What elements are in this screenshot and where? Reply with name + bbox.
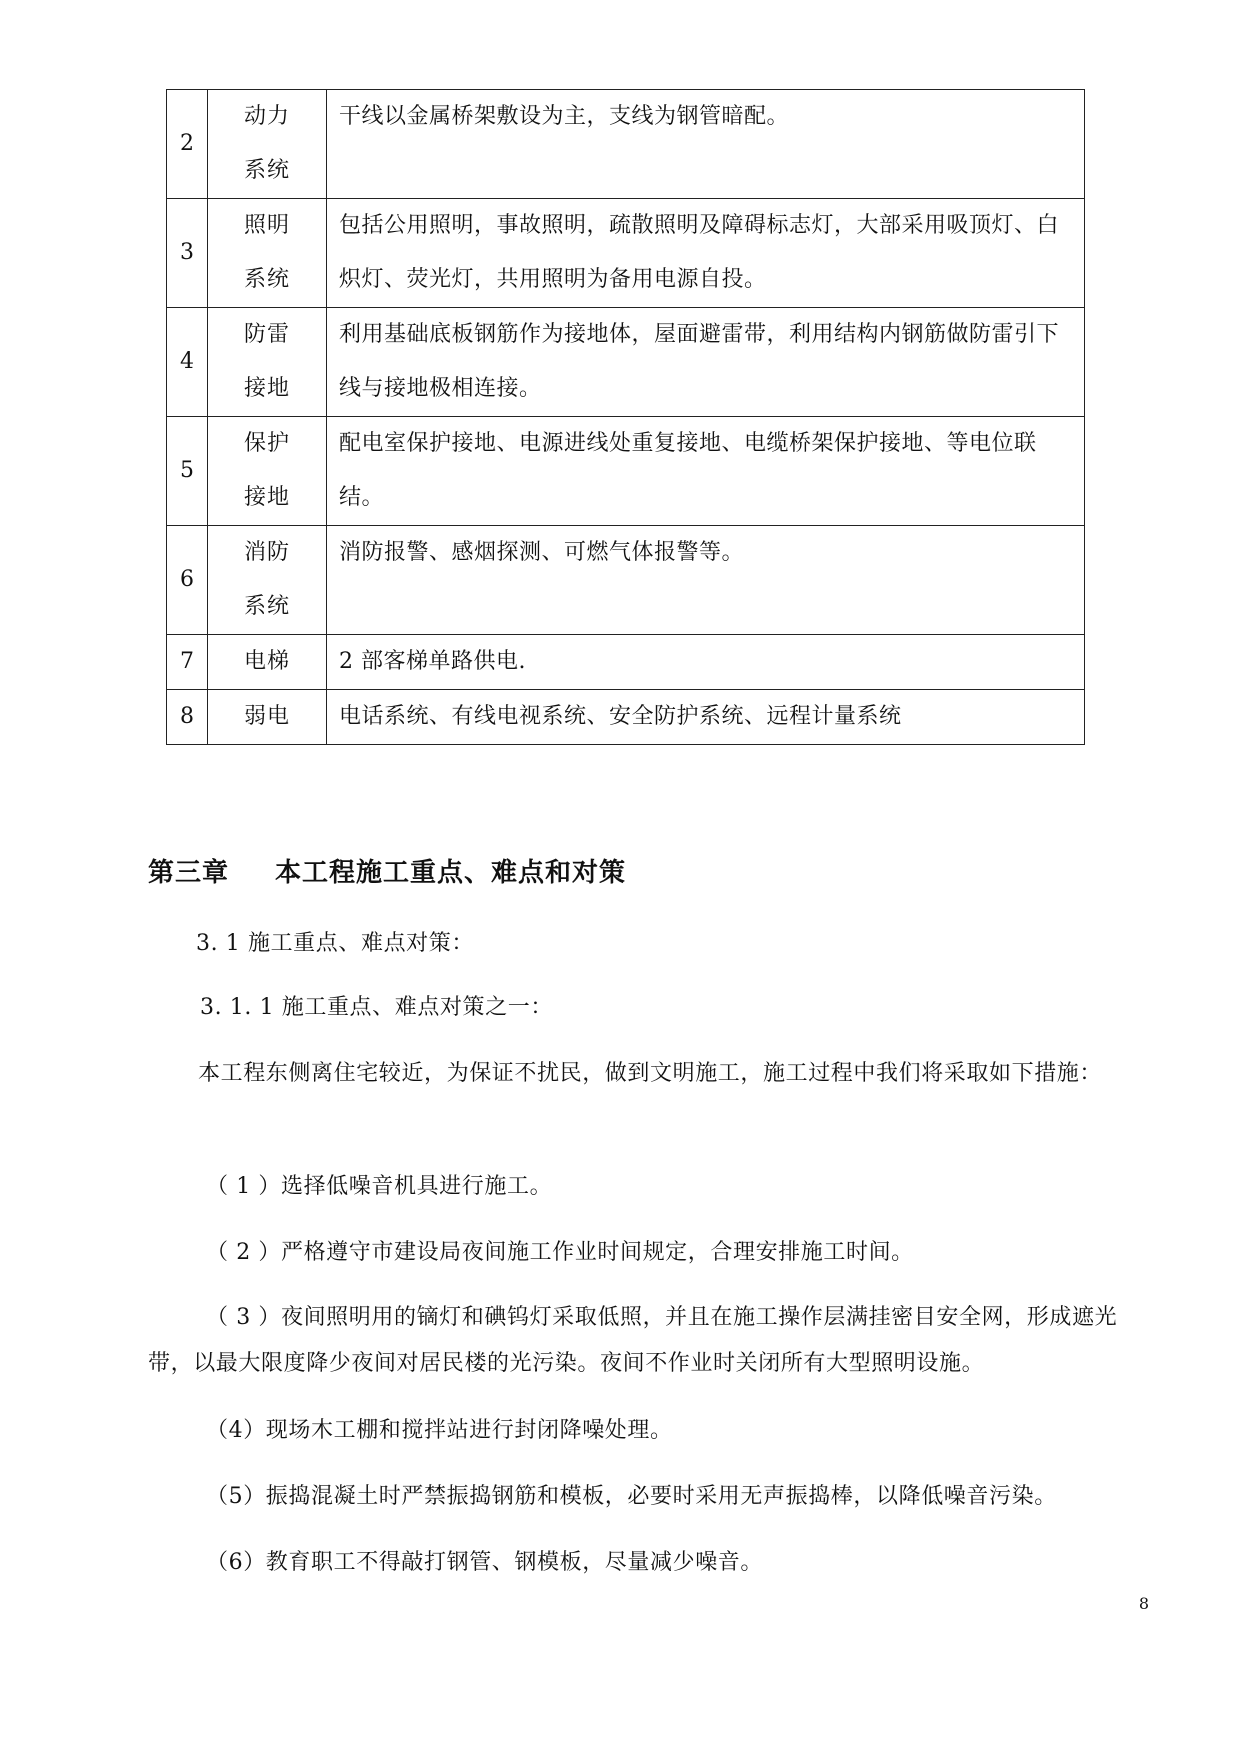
system-description: 2 部客梯单路供电. <box>327 635 1085 690</box>
system-name: 弱电 <box>208 690 327 745</box>
table-row <box>167 690 1085 745</box>
system-description: 消防报警、感烟探测、可燃气体报警等。 <box>327 526 1085 635</box>
system-name-cell <box>208 417 327 526</box>
table-row <box>167 199 1085 308</box>
table-row <box>167 308 1085 417</box>
page-number: 8 <box>1138 1594 1149 1613</box>
electrical-systems-table <box>166 89 1085 745</box>
system-name-cell <box>208 199 327 308</box>
chapter-number: 第三章 <box>148 858 230 888</box>
measure-item: （5）振捣混凝土时严禁振捣钢筋和模板，必要时采用无声振捣棒，以降低噪音污染。 <box>206 1484 1057 1509</box>
measure-item: （4）现场木工棚和搅拌站进行封闭降噪处理。 <box>206 1418 673 1443</box>
system-name: 保护接地 <box>243 431 290 510</box>
system-name: 照明系统 <box>243 213 290 292</box>
system-description: 包括公用照明，事故照明，疏散照明及障碍标志灯，大部采用吸顶灯、白炽灯、荧光灯，共用照明为备用电源自投。 <box>327 199 1085 308</box>
table-row <box>167 417 1085 526</box>
table-row <box>167 635 1085 690</box>
measure-item: （ 2 ）严格遵守市建设局夜间施工作业时间规定，合理安排施工时间。 <box>206 1240 914 1265</box>
row-number: 8 <box>167 690 208 745</box>
system-name: 电梯 <box>208 635 327 690</box>
section-heading-3-1: 3. 1 施工重点、难点对策： <box>196 931 474 956</box>
measure-item: （ 3 ）夜间照明用的镝灯和碘钨灯采取低照，并且在施工操作层满挂密目安全网，形成遮光带，以最大限度降少夜间对居民楼的光污染。夜间不作业时关闭所有大型照明设施。 <box>148 1305 1118 1376</box>
system-description: 配电室保护接地、电源进线处重复接地、电缆桥架保护接地、等电位联结。 <box>327 417 1085 526</box>
row-number: 7 <box>167 635 208 690</box>
system-name-cell <box>208 90 327 199</box>
measure-item: （6）教育职工不得敲打钢管、钢模板，尽量减少噪音。 <box>206 1550 763 1575</box>
row-number: 2 <box>167 90 208 199</box>
chapter-title: 本工程施工重点、难点和对策 <box>275 858 627 888</box>
row-number: 5 <box>167 417 208 526</box>
measure-item: （ 1 ）选择低噪音机具进行施工。 <box>206 1174 553 1199</box>
chapter-heading <box>148 852 626 889</box>
table-row <box>167 526 1085 635</box>
system-description: 干线以金属桥架敷设为主，支线为钢管暗配。 <box>327 90 1085 199</box>
row-number: 4 <box>167 308 208 417</box>
intro-paragraph: 本工程东侧离住宅较近，为保证不扰民，做到文明施工，施工过程中我们将采取如下措施： <box>198 1061 1103 1086</box>
system-name-cell <box>208 308 327 417</box>
section-heading-3-1-1: 3. 1. 1 施工重点、难点对策之一： <box>200 995 553 1020</box>
row-number: 3 <box>167 199 208 308</box>
system-name: 防雷接地 <box>243 322 290 401</box>
row-number: 6 <box>167 526 208 635</box>
system-name: 动力系统 <box>243 104 290 183</box>
system-description: 电话系统、有线电视系统、安全防护系统、远程计量系统 <box>327 690 1085 745</box>
system-name: 消防系统 <box>243 540 290 619</box>
table-row <box>167 90 1085 199</box>
system-description: 利用基础底板钢筋作为接地体，屋面避雷带，利用结构内钢筋做防雷引下线与接地极相连接。 <box>327 308 1085 417</box>
system-name-cell <box>208 526 327 635</box>
